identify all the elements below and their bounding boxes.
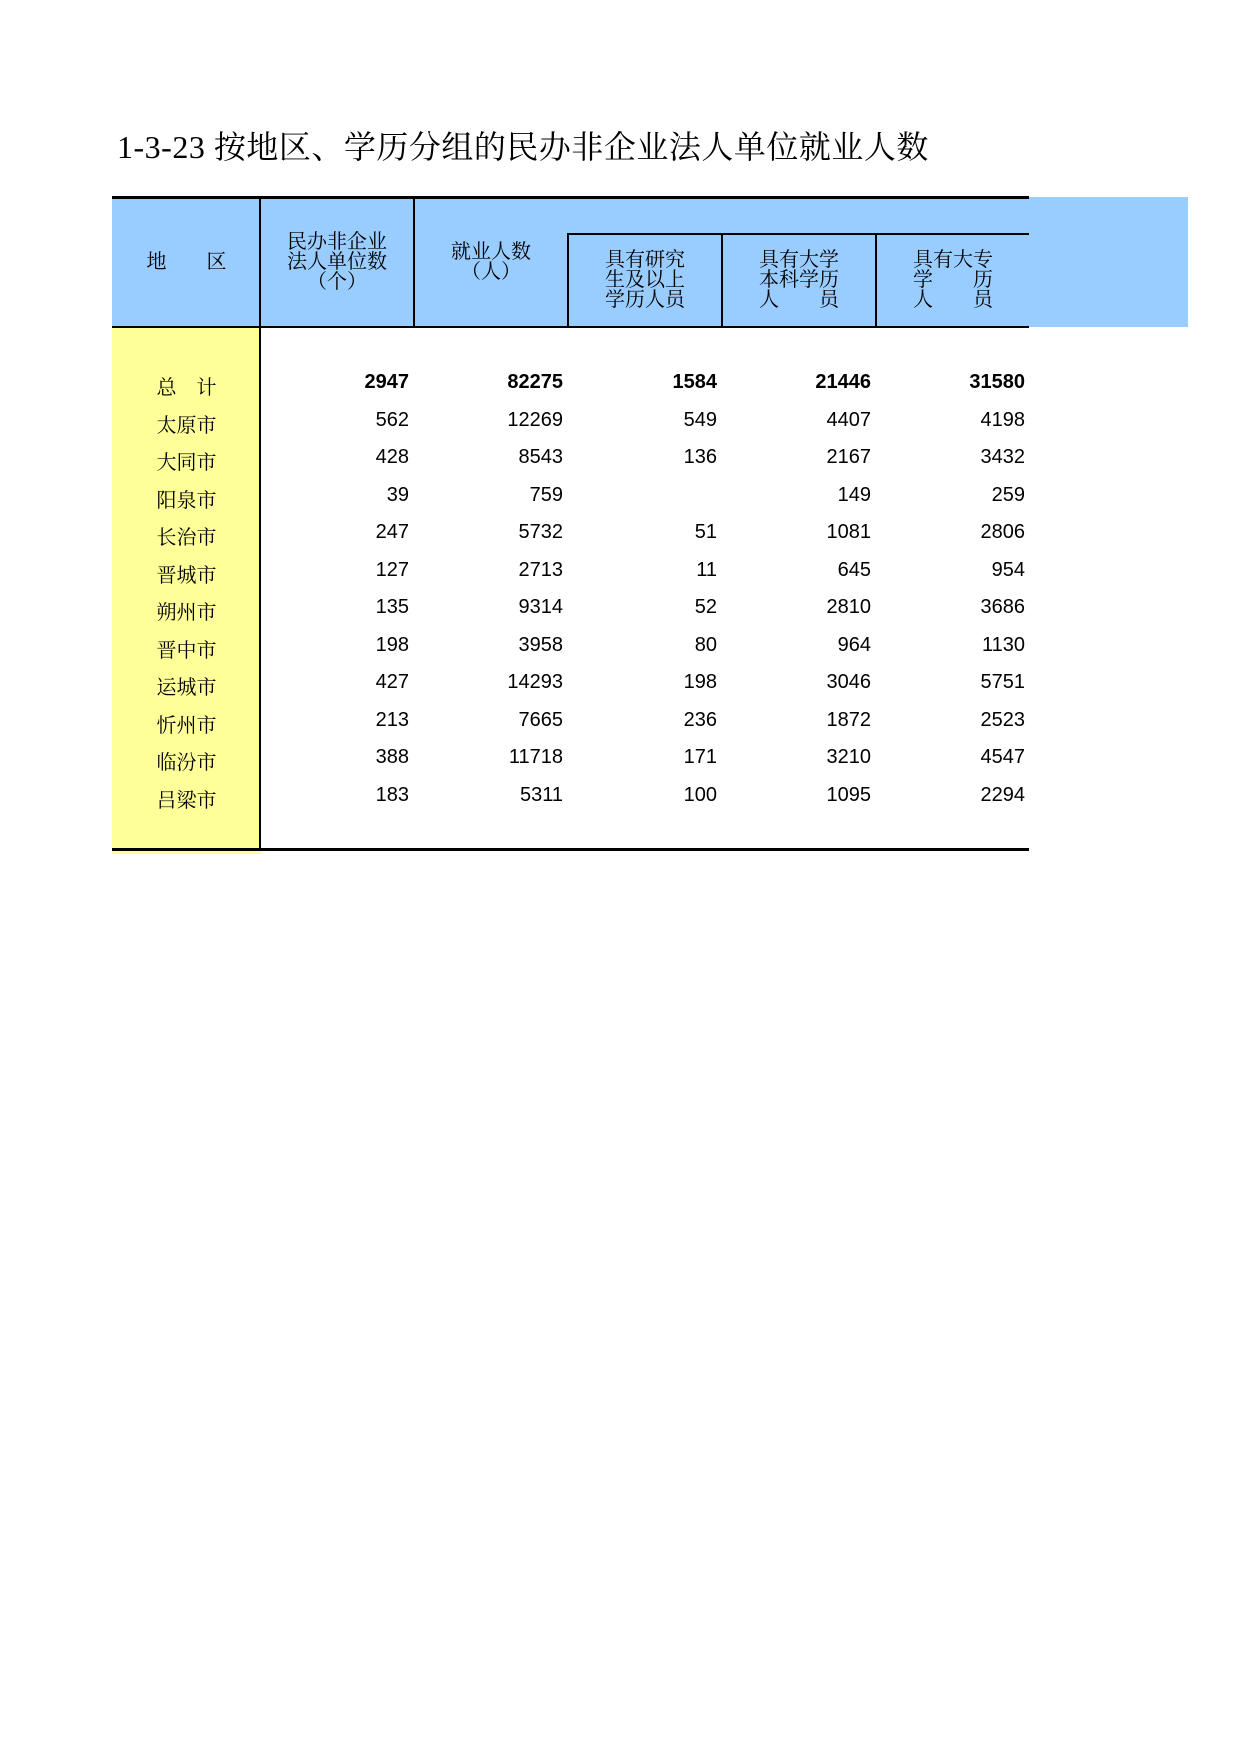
cell-postgrad: 198 — [683, 671, 717, 693]
cell-postgrad: 549 — [683, 409, 717, 431]
cell-postgrad: 51 — [694, 521, 717, 543]
header-postgrad-line: 具有研究 — [605, 247, 685, 271]
cell-units: 428 — [375, 446, 409, 468]
cell-employed: 11718 — [508, 746, 563, 768]
cell-employed: 8543 — [518, 446, 563, 468]
header-bottom-rule — [112, 326, 1029, 328]
cell-college: 259 — [991, 484, 1025, 506]
cell-units: 388 — [375, 746, 409, 768]
header-postgrad — [569, 249, 721, 309]
header-college-line: 学 历 — [913, 267, 993, 291]
header-region: 地 区 — [146, 249, 227, 273]
cell-bachelor: 2810 — [826, 596, 871, 618]
cell-postgrad: 11 — [696, 559, 717, 581]
header-college — [877, 249, 1029, 309]
cell-postgrad: 52 — [694, 596, 717, 618]
row-region: 忻州市 — [156, 713, 217, 737]
row-region: 朔州市 — [156, 600, 217, 624]
cell-postgrad: 100 — [683, 784, 717, 806]
cell-college: 3432 — [980, 446, 1025, 468]
cell-college: 4198 — [980, 409, 1025, 431]
cell-college: 3686 — [980, 596, 1025, 618]
row-region: 太原市 — [156, 413, 217, 437]
cell-bachelor: 3046 — [826, 671, 871, 693]
cell-employed: 759 — [529, 484, 563, 506]
cell-college: 4547 — [980, 746, 1025, 768]
cell-employed: 5311 — [519, 784, 563, 806]
cell-bachelor: 3210 — [826, 746, 871, 768]
page-title: 1-3-23 按地区、学历分组的民办非企业法人单位就业人数 — [117, 129, 929, 165]
cell-employed: 82275 — [507, 371, 563, 393]
cell-bachelor: 964 — [837, 634, 871, 656]
header-postgrad-line: 生及以上 — [605, 267, 685, 291]
cell-employed: 14293 — [507, 671, 563, 693]
cell-postgrad: 236 — [683, 709, 717, 731]
header-college-line: 具有大专 — [913, 247, 993, 271]
cell-employed: 2713 — [518, 559, 563, 581]
cell-units: 562 — [375, 409, 409, 431]
header-employed — [415, 241, 567, 281]
row-region: 运城市 — [156, 675, 217, 699]
cell-bachelor: 2167 — [826, 446, 871, 468]
cell-college: 2806 — [980, 521, 1025, 543]
cell-units: 183 — [375, 784, 409, 806]
header-bachelor-line: 人 员 — [759, 287, 839, 311]
cell-bachelor: 4407 — [826, 409, 871, 431]
row-region: 长治市 — [156, 525, 217, 549]
cell-employed: 3958 — [518, 634, 563, 656]
cell-employed: 5732 — [518, 521, 563, 543]
cell-units: 127 — [375, 559, 409, 581]
cell-postgrad: 80 — [694, 634, 717, 656]
row-region: 大同市 — [156, 450, 217, 474]
cell-college: 31580 — [969, 371, 1025, 393]
cell-college: 2523 — [980, 709, 1025, 731]
header-units-line: 民办非企业 — [287, 229, 387, 253]
header-bachelor — [723, 249, 875, 309]
row-region: 晋城市 — [156, 563, 217, 587]
cell-units: 213 — [375, 709, 409, 731]
header-postgrad-line: 学历人员 — [605, 287, 685, 311]
header-employed-line: （人） — [461, 259, 521, 283]
cell-postgrad: 171 — [683, 746, 717, 768]
cell-units: 427 — [375, 671, 409, 693]
header-bachelor-line: 具有大学 — [759, 247, 839, 271]
header-units-line: （个） — [307, 269, 367, 293]
header-units — [261, 231, 413, 291]
row-region: 阳泉市 — [156, 488, 217, 512]
table-top-rule — [112, 196, 1029, 199]
cell-bachelor: 21446 — [815, 371, 871, 393]
cell-postgrad: 136 — [683, 446, 717, 468]
header-units-line: 法人单位数 — [287, 249, 387, 273]
row-region: 晋中市 — [156, 638, 217, 662]
cell-employed: 9314 — [518, 596, 563, 618]
cell-college: 2294 — [980, 784, 1025, 806]
cell-postgrad: 1584 — [672, 371, 717, 393]
subheader-rule — [567, 233, 1029, 235]
cell-bachelor: 1081 — [826, 521, 871, 543]
cell-bachelor: 645 — [837, 559, 871, 581]
header-college-line: 人 员 — [913, 287, 993, 311]
cell-units: 198 — [375, 634, 409, 656]
cell-units: 135 — [375, 596, 409, 618]
cell-college: 1130 — [981, 634, 1025, 656]
header-bachelor-line: 本科学历 — [759, 267, 839, 291]
cell-bachelor: 1872 — [826, 709, 871, 731]
cell-college: 5751 — [980, 671, 1025, 693]
cell-bachelor: 1095 — [826, 784, 871, 806]
cell-units: 247 — [375, 521, 409, 543]
cell-bachelor: 149 — [837, 484, 871, 506]
header-employed-line: 就业人数 — [451, 239, 531, 263]
cell-units: 39 — [386, 484, 409, 506]
table-bottom-rule — [112, 848, 1029, 851]
row-region: 吕梁市 — [156, 788, 217, 812]
row-region: 总 计 — [156, 375, 217, 399]
cell-college: 954 — [991, 559, 1025, 581]
cell-employed: 12269 — [507, 409, 563, 431]
cell-units: 2947 — [364, 371, 409, 393]
row-region: 临汾市 — [156, 750, 217, 774]
cell-employed: 7665 — [518, 709, 563, 731]
